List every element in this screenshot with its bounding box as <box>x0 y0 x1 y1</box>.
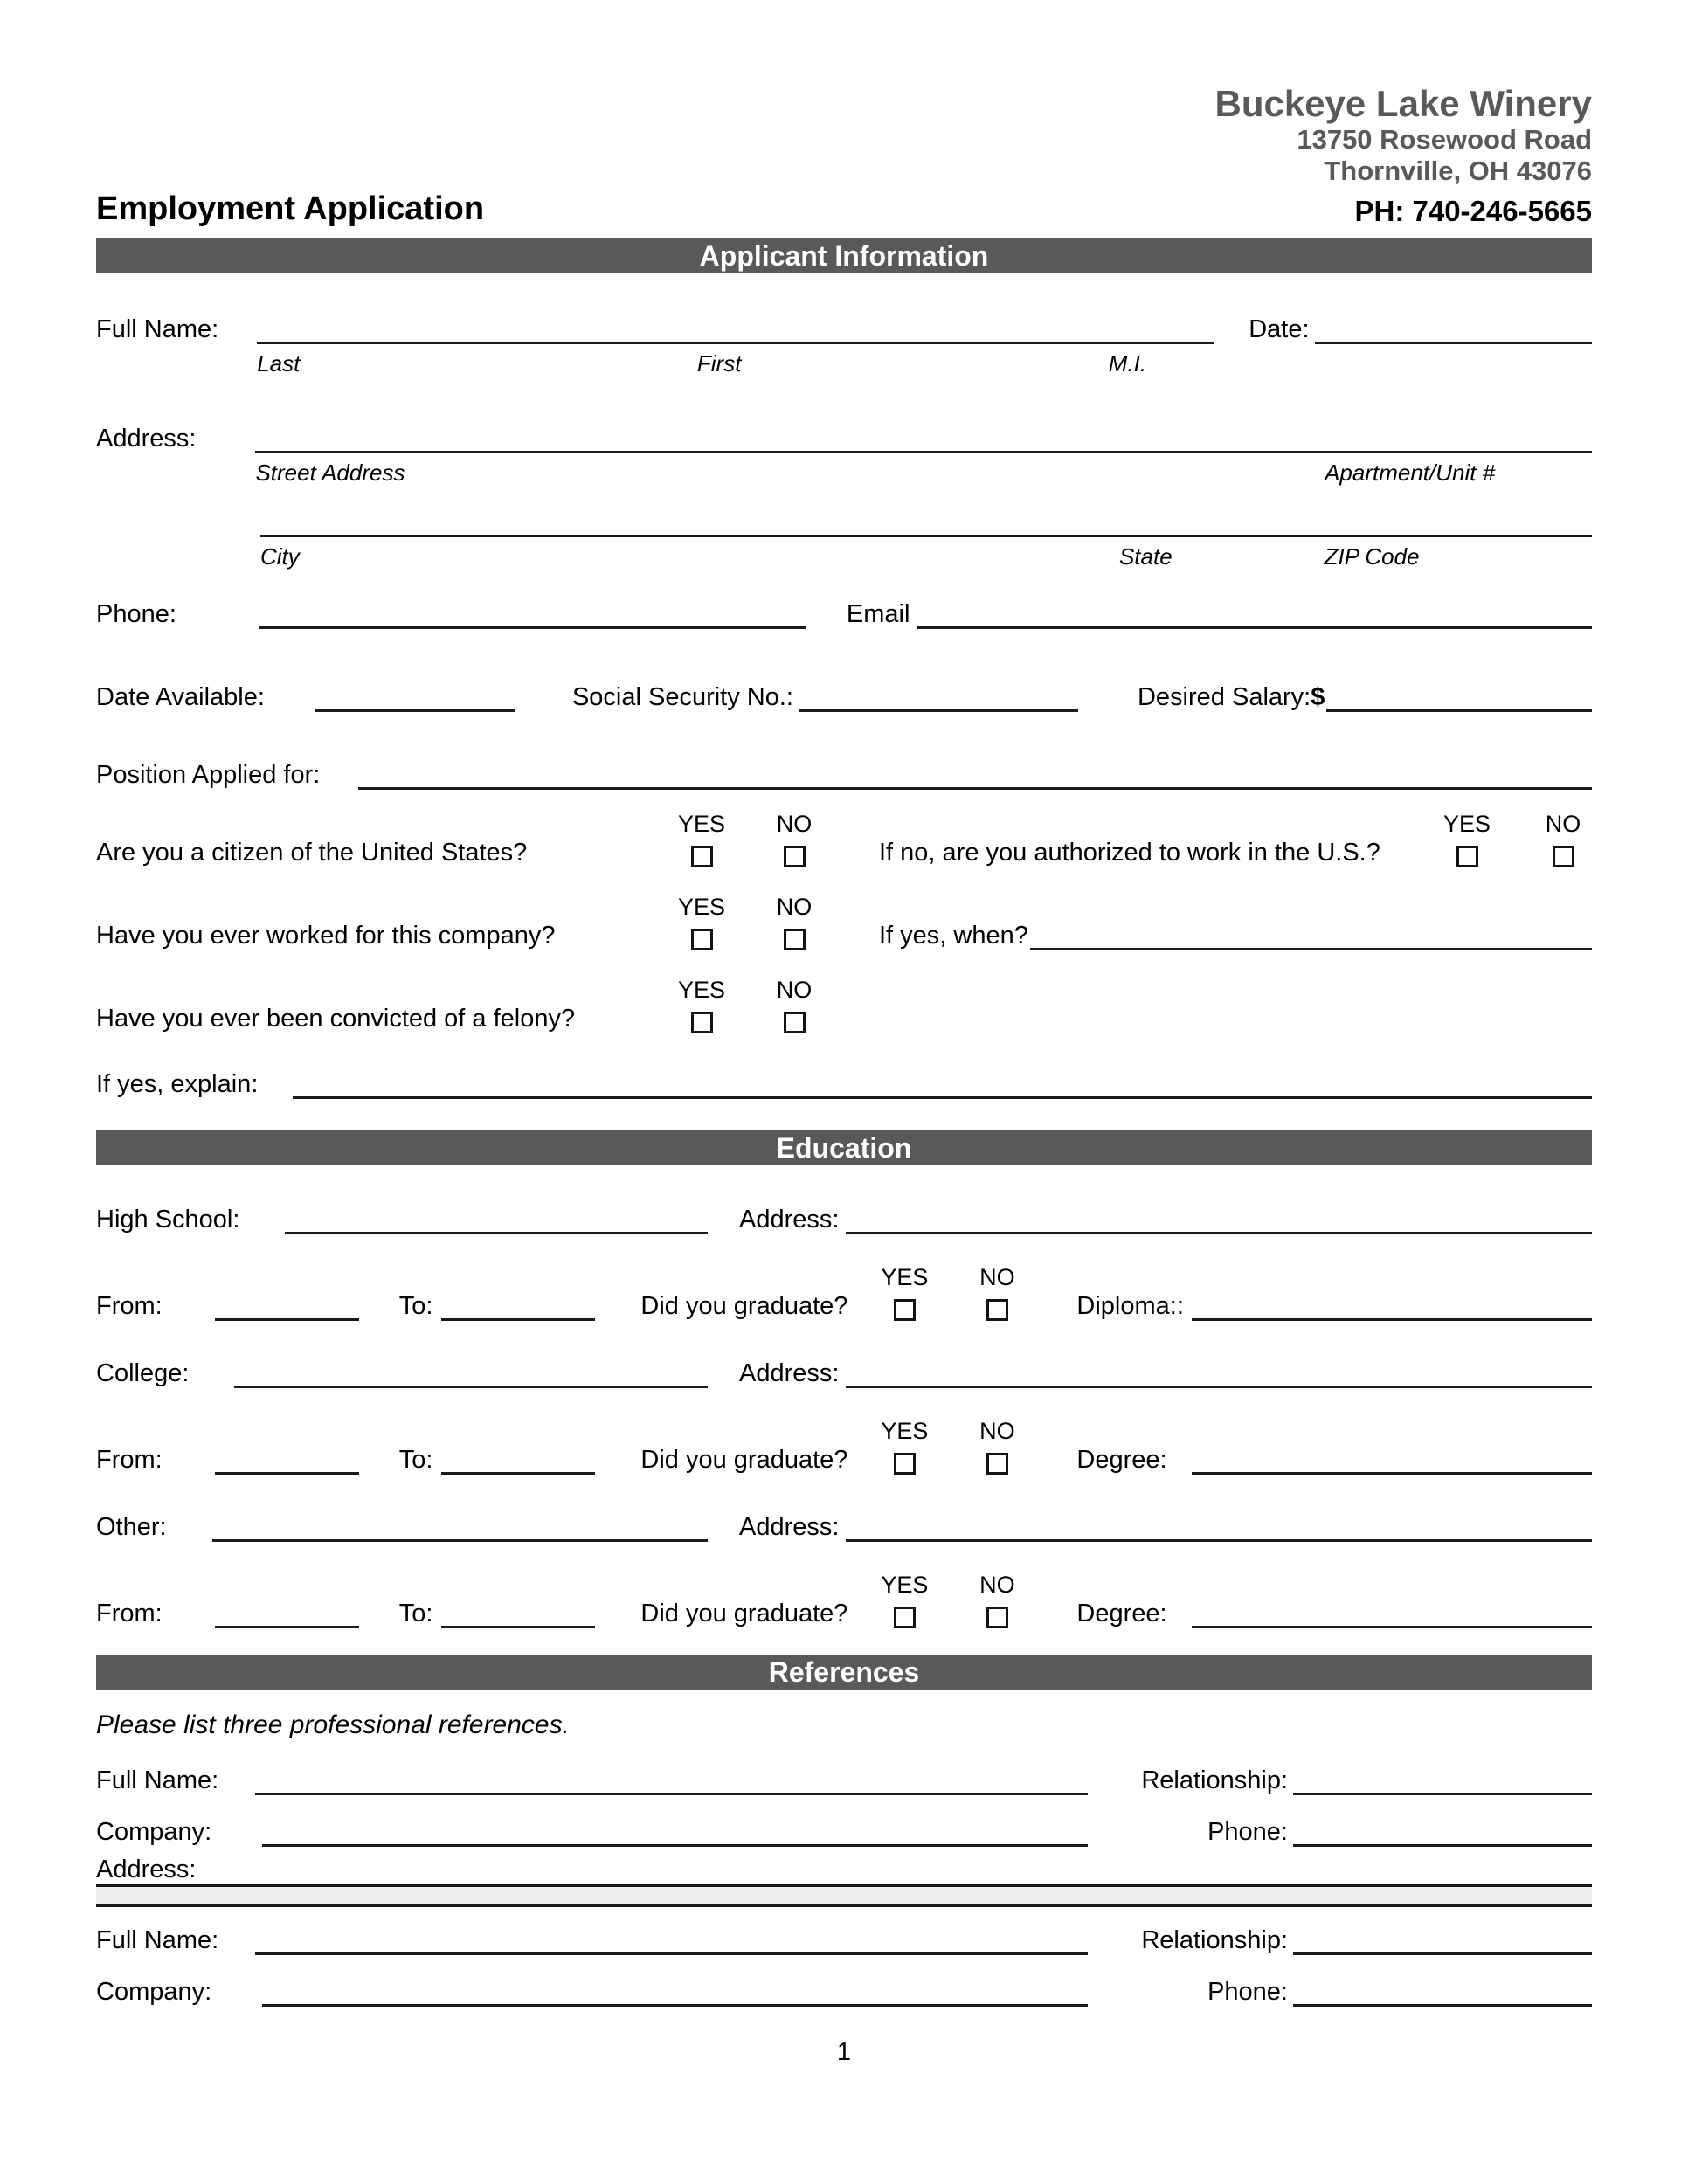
credential-label: Diploma:: <box>1076 1292 1184 1321</box>
dollar-sign-label: $ <box>1311 683 1325 712</box>
education-dates-row <box>96 1264 1592 1321</box>
citizen-yes-option <box>673 811 730 867</box>
to-input-line[interactable] <box>441 1468 595 1475</box>
school-label: High School: <box>96 1206 240 1234</box>
education-school-row <box>96 1206 1592 1234</box>
reference-phone-input-line[interactable] <box>1293 2000 1592 2007</box>
reference-company-group <box>96 1818 1088 1847</box>
credential-input-line[interactable] <box>1192 1468 1592 1475</box>
apartment-unit-sublabel: Apartment/Unit # <box>1325 460 1496 487</box>
school-name-group <box>96 1206 708 1234</box>
section-title-references: References <box>768 1655 920 1688</box>
graduate-yes-checkbox[interactable] <box>894 1607 916 1628</box>
school-address-label: Address: <box>739 1206 840 1234</box>
no-label: NO <box>1545 811 1581 838</box>
did-you-graduate-label: Did you graduate? <box>640 1292 848 1321</box>
reference-full-name-label: Full Name: <box>96 1926 219 1955</box>
from-label: From: <box>96 1292 163 1321</box>
graduate-yes-option <box>875 1264 933 1321</box>
middle-initial-sublabel: M.I. <box>1108 350 1147 377</box>
worked-no-option <box>765 894 823 950</box>
authorized-yes-checkbox[interactable] <box>1456 846 1478 867</box>
company-name: Buckeye Lake Winery <box>1214 83 1592 124</box>
school-address-label: Address: <box>739 1513 840 1542</box>
city-sublabel: City <box>260 543 300 570</box>
reference-full-name-input-line[interactable] <box>255 1948 1088 1955</box>
worked-yes-checkbox[interactable] <box>691 929 713 950</box>
availability-row <box>96 683 1592 712</box>
company-phone: PH: 740-246-5665 <box>1354 195 1592 228</box>
email-label: Email <box>846 600 910 629</box>
no-label: NO <box>776 977 813 1004</box>
last-name-sublabel: Last <box>257 350 301 377</box>
state-sublabel: State <box>1118 543 1173 570</box>
yes-label: YES <box>677 977 726 1004</box>
reference-address-input-area[interactable] <box>96 1887 1592 1904</box>
worked-question-label: Have you ever worked for this company? <box>96 922 556 950</box>
reference-company-label: Company: <box>96 1978 212 2007</box>
education-group-other <box>96 1513 1592 1628</box>
page-header <box>96 83 1592 228</box>
education-dates-row <box>96 1418 1592 1475</box>
full-name-row <box>96 315 1592 377</box>
page-footer <box>96 2038 1592 2067</box>
school-name-group <box>96 1359 708 1388</box>
citizen-question-label: Are you a citizen of the United States? <box>96 839 528 867</box>
zip-code-sublabel: ZIP Code <box>1324 543 1420 570</box>
if-yes-explain-label: If yes, explain: <box>96 1070 259 1099</box>
education-school-row <box>96 1359 1592 1388</box>
reference-address-label: Address: <box>96 1856 197 1884</box>
graduate-yes-checkbox[interactable] <box>894 1453 916 1475</box>
city-state-zip-input-line[interactable] <box>260 530 1592 537</box>
education-group-high-school <box>96 1206 1592 1321</box>
reference-full-name-input-line[interactable] <box>255 1788 1088 1795</box>
graduate-yes-option <box>875 1572 933 1628</box>
no-label: NO <box>979 1572 1015 1599</box>
from-label: From: <box>96 1446 163 1475</box>
credential-input-line[interactable] <box>1192 1314 1592 1321</box>
street-address-row <box>96 425 1592 487</box>
graduate-yes-checkbox[interactable] <box>894 1299 916 1321</box>
reference-name-group <box>96 1926 1088 1955</box>
full-name-field <box>257 337 1214 377</box>
ssn-label: Social Security No.: <box>571 683 793 712</box>
if-yes-when-label: If yes, when? <box>879 922 1028 950</box>
citizen-no-checkbox[interactable] <box>784 846 806 867</box>
reference-company-group <box>96 1978 1088 2007</box>
reference-phone-input-line[interactable] <box>1293 1840 1592 1847</box>
authorized-no-checkbox[interactable] <box>1553 846 1574 867</box>
full-name-label: Full Name: <box>96 315 219 344</box>
reference-full-name-label: Full Name: <box>96 1766 219 1795</box>
to-input-line[interactable] <box>441 1314 595 1321</box>
yes-label: YES <box>1442 811 1491 838</box>
date-label: Date: <box>1249 315 1310 344</box>
graduate-no-checkbox[interactable] <box>986 1453 1008 1475</box>
relationship-input-line[interactable] <box>1293 1948 1592 1955</box>
section-header-references <box>96 1655 1592 1690</box>
company-address-line2: Thornville, OH 43076 <box>1324 155 1592 186</box>
felony-yes-checkbox[interactable] <box>691 1012 713 1033</box>
from-input-line[interactable] <box>215 1314 359 1321</box>
graduate-no-checkbox[interactable] <box>986 1607 1008 1628</box>
authorized-question-label: If no, are you authorized to work in the U.S.? <box>879 839 1380 867</box>
ssn-input-line[interactable] <box>799 705 1078 712</box>
company-info-block <box>1214 83 1592 228</box>
page-number: 1 <box>836 2038 852 2067</box>
graduate-no-option <box>968 1418 1026 1475</box>
position-label: Position Applied for: <box>96 761 321 790</box>
email-input-line[interactable] <box>917 622 1592 629</box>
city-state-zip-row <box>96 530 1592 570</box>
graduate-no-option <box>968 1264 1026 1321</box>
section-title-applicant: Applicant Information <box>699 239 989 272</box>
school-name-input-line[interactable] <box>285 1227 708 1234</box>
authorized-no-option <box>1534 811 1592 867</box>
reference2-company-row <box>96 1978 1592 2007</box>
felony-explain-row <box>96 1070 1592 1099</box>
from-input-line[interactable] <box>215 1621 359 1628</box>
position-row <box>96 761 1592 790</box>
from-label: From: <box>96 1600 163 1628</box>
to-label: To: <box>398 1292 433 1321</box>
felony-yes-option <box>673 977 730 1033</box>
relationship-label: Relationship: <box>1141 1766 1288 1795</box>
first-name-sublabel: First <box>696 350 742 377</box>
section-header-applicant-information <box>96 238 1592 273</box>
credential-input-line[interactable] <box>1192 1621 1592 1628</box>
worked-yes-option <box>673 894 730 950</box>
references-intro: Please list three professional references. <box>96 1711 570 1740</box>
yes-label: YES <box>881 1572 929 1599</box>
school-name-group <box>96 1513 708 1542</box>
section-header-education <box>96 1130 1592 1165</box>
yes-label: YES <box>677 894 726 921</box>
to-input-line[interactable] <box>441 1621 595 1628</box>
relationship-label: Relationship: <box>1141 1926 1288 1955</box>
citizen-yes-checkbox[interactable] <box>691 846 713 867</box>
reference-phone-label: Phone: <box>1207 1978 1288 2007</box>
felony-no-checkbox[interactable] <box>784 1012 806 1033</box>
date-available-label: Date Available: <box>96 683 265 712</box>
worked-no-checkbox[interactable] <box>784 929 806 950</box>
phone-label: Phone: <box>96 600 176 629</box>
street-address-input-line[interactable] <box>255 446 1592 453</box>
citizen-no-option <box>765 811 823 867</box>
did-you-graduate-label: Did you graduate? <box>640 1446 848 1475</box>
reference1-address-row <box>96 1856 1592 1884</box>
credential-label: Degree: <box>1076 1600 1167 1628</box>
school-address-input-line[interactable] <box>846 1381 1592 1388</box>
yes-label: YES <box>881 1264 929 1291</box>
worked-when-input-line[interactable] <box>1030 943 1592 950</box>
school-address-label: Address: <box>739 1359 840 1388</box>
reference-company-input-line[interactable] <box>262 1840 1088 1847</box>
reference-name-group <box>96 1766 1088 1795</box>
desired-salary-label: Desired Salary: <box>1137 683 1311 712</box>
street-address-sublabels <box>255 460 1592 487</box>
worked-question-row <box>96 894 1592 950</box>
graduate-yes-option <box>875 1418 933 1475</box>
reference-relationship-group <box>1088 1766 1592 1795</box>
no-label: NO <box>979 1418 1015 1445</box>
reference-phone-group <box>1088 1978 1592 2007</box>
felony-question-label: Have you ever been convicted of a felony? <box>96 1005 576 1033</box>
street-address-field <box>255 446 1592 487</box>
school-label: College: <box>96 1359 190 1388</box>
company-address-line1: 13750 Rosewood Road <box>1297 124 1592 156</box>
reference-relationship-group <box>1088 1926 1592 1955</box>
authorized-yes-option <box>1438 811 1496 867</box>
date-available-input-line[interactable] <box>315 705 515 712</box>
felony-explain-input-line[interactable] <box>293 1092 1592 1099</box>
reference-company-input-line[interactable] <box>262 2000 1088 2007</box>
reference-phone-group <box>1088 1818 1592 1847</box>
phone-email-row <box>96 600 1592 629</box>
education-group-college <box>96 1359 1592 1475</box>
felony-question-row <box>96 977 1592 1033</box>
education-school-row <box>96 1513 1592 1542</box>
date-input-line[interactable] <box>1315 337 1592 344</box>
city-state-zip-field <box>260 530 1592 570</box>
no-label: NO <box>776 894 813 921</box>
felony-no-option <box>765 977 823 1033</box>
city-state-zip-sublabels <box>260 543 1592 571</box>
full-name-input-line[interactable] <box>257 337 1214 344</box>
graduate-no-option <box>968 1572 1026 1628</box>
credential-label: Degree: <box>1076 1446 1167 1475</box>
street-address-sublabel: Street Address <box>255 460 405 487</box>
to-label: To: <box>398 1446 433 1475</box>
school-address-input-line[interactable] <box>846 1535 1592 1542</box>
reference2-name-row <box>96 1926 1592 1955</box>
address-label: Address: <box>96 425 197 453</box>
did-you-graduate-label: Did you graduate? <box>640 1600 848 1628</box>
full-name-sublabels <box>257 350 1214 378</box>
from-input-line[interactable] <box>215 1468 359 1475</box>
education-dates-row <box>96 1572 1592 1628</box>
citizenship-question-row <box>96 811 1592 867</box>
reference1-company-row <box>96 1818 1592 1847</box>
reference-company-label: Company: <box>96 1818 212 1847</box>
yes-label: YES <box>677 811 726 838</box>
yes-label: YES <box>881 1418 929 1445</box>
position-input-line[interactable] <box>358 783 1592 790</box>
no-label: NO <box>979 1264 1015 1291</box>
school-name-input-line[interactable] <box>212 1535 708 1542</box>
desired-salary-input-line[interactable] <box>1326 705 1592 712</box>
school-label: Other: <box>96 1513 167 1542</box>
relationship-input-line[interactable] <box>1293 1788 1592 1795</box>
no-label: NO <box>776 811 813 838</box>
reference-address-input-line-bottom[interactable] <box>96 1904 1592 1907</box>
school-address-input-line[interactable] <box>846 1227 1592 1234</box>
school-name-input-line[interactable] <box>234 1381 708 1388</box>
section-title-education: Education <box>776 1131 912 1164</box>
reference1-name-row <box>96 1766 1592 1795</box>
graduate-no-checkbox[interactable] <box>986 1299 1008 1321</box>
page-title: Employment Application <box>96 190 485 228</box>
reference-phone-label: Phone: <box>1207 1818 1288 1847</box>
phone-input-line[interactable] <box>259 622 806 629</box>
to-label: To: <box>398 1600 433 1628</box>
